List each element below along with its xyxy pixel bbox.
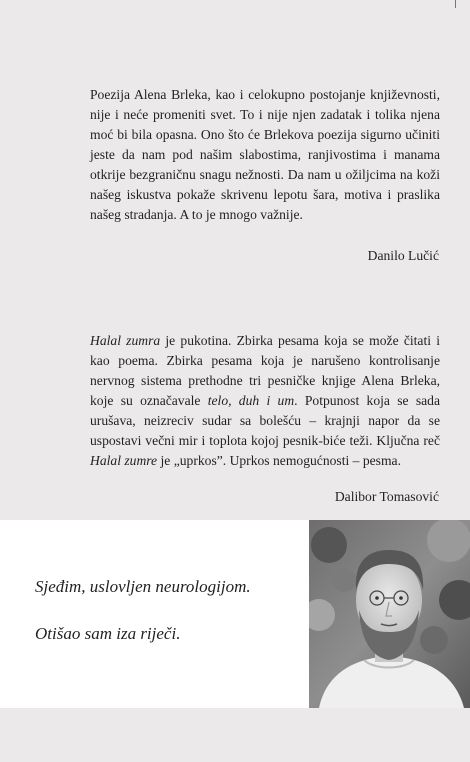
book-title: Halal zumra: [90, 333, 161, 348]
blurb-text-part: . Potpunost koja se sada urušava, neizreciv sudar sa bolešću – krajnji napor da se uspostavi večni mir i toplota kojoj pesnik-biće teži. Ključna reč: [90, 393, 440, 448]
blurb-tomasovic: [90, 331, 440, 471]
author-portrait-image: [309, 520, 470, 708]
author-tomasovic: Dalibor Tomasović: [334, 489, 439, 504]
blurb-text-part: je pukotina. Zbirka pesama koja se može čitati i kao poema. Zbirka pesama koja je narušeno kontrolisanje nervnog sistema prethodne tri pesničke knjige Alena Brleka, koje su označavale: [90, 333, 440, 408]
quote-line-2: Otišao sam iza riječi.: [35, 624, 181, 643]
author-lucic: Danilo Lučić: [367, 248, 439, 263]
blurb-tomasovic-text: [90, 331, 440, 471]
author-photo: [309, 520, 470, 708]
book-trilogy-titles: telo, duh i um: [207, 393, 295, 408]
quote-line-1: Sjeđim, uslovljen neurologijom.: [35, 577, 251, 596]
book-title: Halal zumre: [90, 453, 158, 468]
blurb-lucic: [90, 85, 440, 225]
page-edge-mark: [455, 0, 456, 8]
blurb-lucic-text: Poezija Alena Brleka, kao i celokupno postojanje književnosti, nije i neće promeniti svet. To i nije njen zadatak i tolika njena moć bi bila opasna. Ono što će Brlekova poezija sigurno učiniti jeste da nam pod našim slabostima, ranjivostima i manama otkrije bezgraničnu snagu nežnosti. Da nam u ožiljcima na koži našeg iskustva pokaže skrivenu lepotu šara, motiva i praslika našeg stradanja. A to je mnogo važnije.: [90, 87, 440, 222]
blurb-text-part: je „uprkos”. Uprkos nemogućnosti – pesma.: [157, 453, 401, 468]
